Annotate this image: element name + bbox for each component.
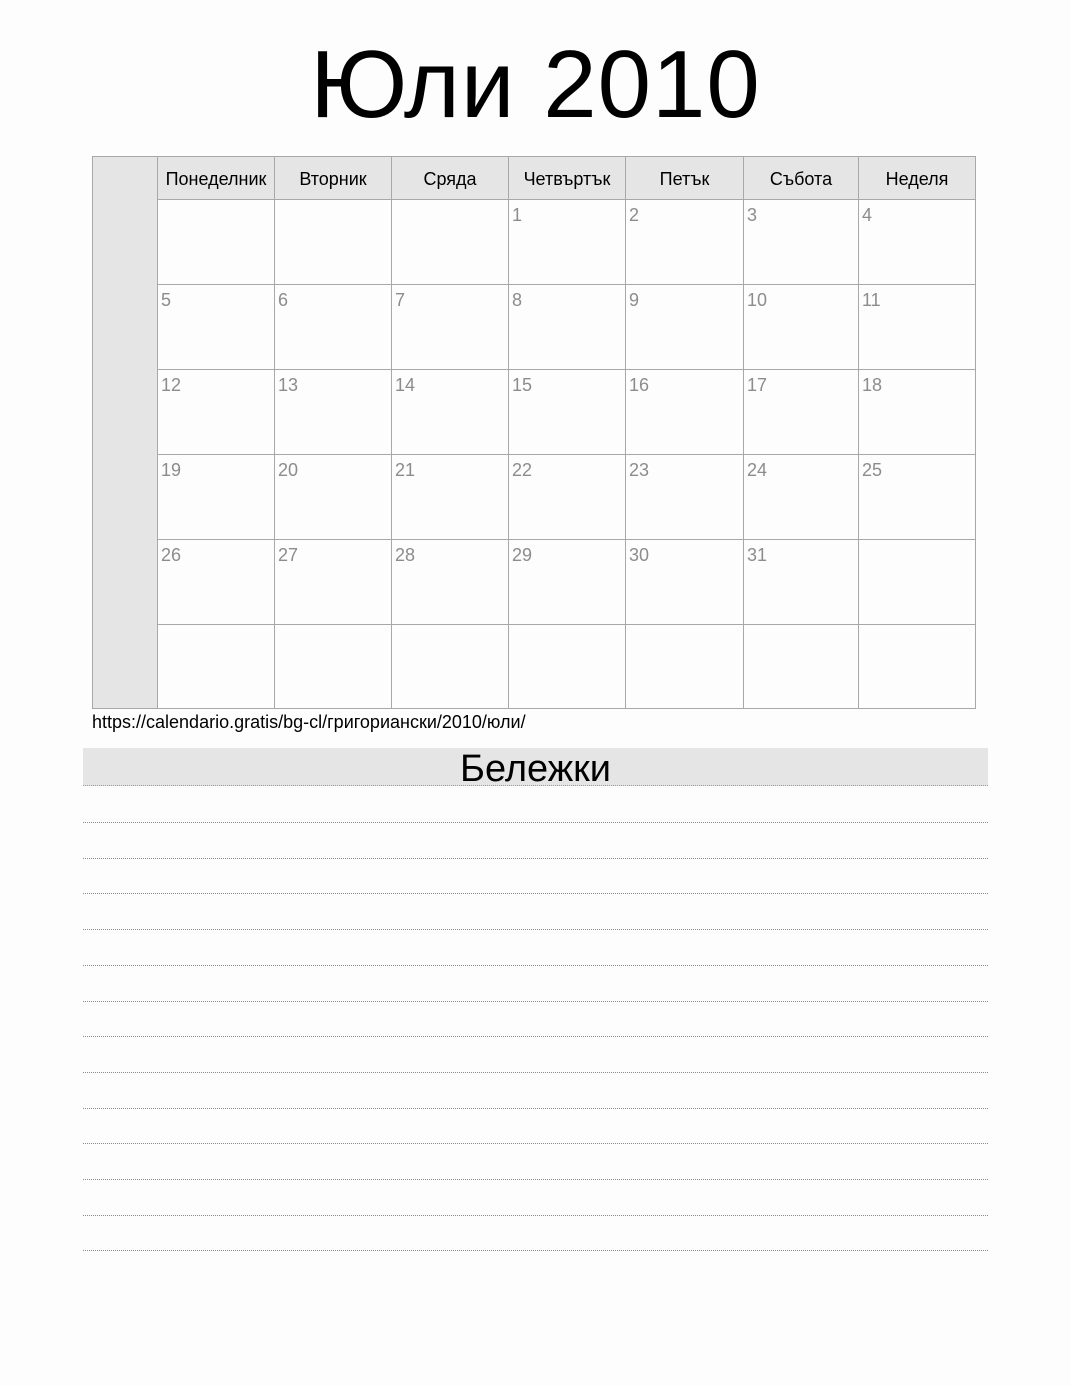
day-cell xyxy=(158,540,275,624)
day-cell xyxy=(859,540,975,624)
week-row xyxy=(158,540,975,625)
day-number: 17 xyxy=(747,375,768,395)
note-line xyxy=(83,893,988,894)
day-cell xyxy=(158,625,275,708)
day-cell xyxy=(744,625,859,708)
day-cell xyxy=(275,200,392,284)
day-number: 10 xyxy=(747,290,768,310)
note-line xyxy=(83,822,988,823)
weekday-header: Събота xyxy=(744,157,859,199)
note-line xyxy=(83,1250,988,1251)
day-number: 13 xyxy=(278,375,299,395)
day-cell xyxy=(392,285,509,369)
day-number: 5 xyxy=(161,290,172,310)
day-cell xyxy=(626,370,744,454)
day-cell xyxy=(626,540,744,624)
day-cell xyxy=(626,625,744,708)
day-cell xyxy=(859,285,975,369)
day-number: 9 xyxy=(629,290,640,310)
day-number: 12 xyxy=(161,375,182,395)
notes-heading: Бележки xyxy=(83,748,988,786)
note-line xyxy=(83,1108,988,1109)
day-cell xyxy=(859,200,975,284)
day-cell xyxy=(392,455,509,539)
day-number: 30 xyxy=(629,545,650,565)
weekday-header: Неделя xyxy=(885,169,949,189)
day-cell xyxy=(859,370,975,454)
day-number: 21 xyxy=(395,460,416,480)
day-cell xyxy=(275,455,392,539)
day-cell xyxy=(744,540,859,624)
day-number: 3 xyxy=(747,205,758,225)
day-cell xyxy=(275,285,392,369)
day-cell xyxy=(158,285,275,369)
day-cell xyxy=(509,200,626,284)
day-number: 16 xyxy=(629,375,650,395)
note-line xyxy=(83,965,988,966)
day-number: 14 xyxy=(395,375,416,395)
weekday-header-row xyxy=(158,157,975,200)
day-cell xyxy=(626,455,744,539)
day-cell xyxy=(744,200,859,284)
day-cell xyxy=(275,625,392,708)
weekday-header: Сряда xyxy=(392,157,509,199)
day-number: 18 xyxy=(862,375,883,395)
day-cell xyxy=(158,200,275,284)
day-cell xyxy=(859,455,975,539)
week-row xyxy=(158,370,975,455)
day-number: 26 xyxy=(161,545,182,565)
day-number: 2 xyxy=(629,205,640,225)
week-row xyxy=(158,285,975,370)
day-cell xyxy=(509,540,626,624)
day-number: 29 xyxy=(512,545,533,565)
day-number: 15 xyxy=(512,375,533,395)
day-cell xyxy=(275,540,392,624)
page-title: Юли 2010 xyxy=(310,31,761,138)
weekday-header: Петък xyxy=(626,157,744,199)
day-number: 27 xyxy=(278,545,299,565)
day-cell xyxy=(509,455,626,539)
day-cell xyxy=(509,285,626,369)
note-line xyxy=(83,1036,988,1037)
day-cell xyxy=(744,370,859,454)
note-line xyxy=(83,929,988,930)
day-cell xyxy=(509,370,626,454)
note-line xyxy=(83,1215,988,1216)
day-cell xyxy=(626,200,744,284)
day-number: 1 xyxy=(512,205,523,225)
day-cell xyxy=(158,455,275,539)
calendar-grid xyxy=(92,156,976,709)
day-cell xyxy=(392,540,509,624)
day-number: 28 xyxy=(395,545,416,565)
week-row xyxy=(158,625,975,708)
week-number-column xyxy=(93,157,158,708)
source-url: https://calendario.gratis/bg-cl/григориански/2010/юли/ xyxy=(92,712,526,732)
day-cell xyxy=(744,455,859,539)
week-row xyxy=(158,455,975,540)
day-cell xyxy=(158,370,275,454)
day-number: 7 xyxy=(395,290,406,310)
note-line xyxy=(83,858,988,859)
weekday-header: Понеделник xyxy=(158,157,275,199)
day-cell xyxy=(626,285,744,369)
day-number: 31 xyxy=(747,545,768,565)
day-cell xyxy=(744,285,859,369)
weekday-header: Вторник xyxy=(275,157,392,199)
day-number: 4 xyxy=(862,205,873,225)
day-cell xyxy=(275,370,392,454)
day-grid xyxy=(158,200,975,708)
day-cell xyxy=(392,200,509,284)
day-cell xyxy=(509,625,626,708)
day-number: 22 xyxy=(512,460,533,480)
day-cell xyxy=(392,625,509,708)
day-number: 20 xyxy=(278,460,299,480)
day-number: 8 xyxy=(512,290,523,310)
day-cell xyxy=(859,625,975,708)
day-number: 23 xyxy=(629,460,650,480)
note-line xyxy=(83,1179,988,1180)
note-line xyxy=(83,1072,988,1073)
day-number: 11 xyxy=(862,290,881,310)
note-line xyxy=(83,1001,988,1002)
day-number: 25 xyxy=(862,460,883,480)
week-row xyxy=(158,200,975,285)
weekday-header: Четвъртък xyxy=(509,157,626,199)
day-number: 19 xyxy=(161,460,182,480)
day-number: 24 xyxy=(747,460,768,480)
day-cell xyxy=(392,370,509,454)
note-line xyxy=(83,1143,988,1144)
day-number: 6 xyxy=(278,290,289,310)
